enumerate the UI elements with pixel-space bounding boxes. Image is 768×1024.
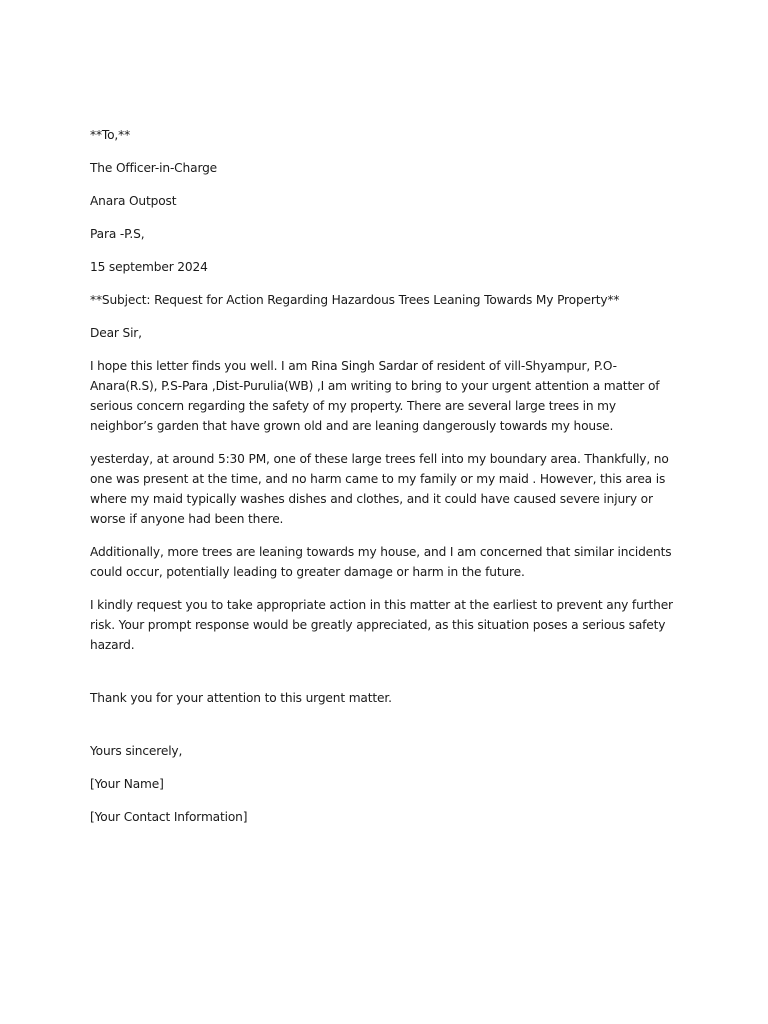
letter-subject: **Subject: Request for Action Regarding Hazardous Trees Leaning Towards My Property** [90, 293, 620, 307]
name-placeholder: [Your Name] [90, 777, 164, 791]
letter-date: 15 september 2024 [90, 260, 208, 274]
body-paragraph-4: I kindly request you to take appropriate action in this matter at the earliest to prevent any further risk. Your prompt response would be greatly appreciated, as this situation poses a serious safety hazard. [90, 598, 673, 652]
body-paragraph-3: Additionally, more trees are leaning towards my house, and I am concerned that similar incidents could occur, potentially leading to greater damage or harm in the future. [90, 545, 672, 579]
recipient-station: Para -P.S, [90, 227, 145, 241]
thanks-line: Thank you for your attention to this urgent matter. [90, 691, 392, 705]
to-header: **To,** [90, 128, 131, 142]
closing-line: Yours sincerely, [90, 744, 183, 758]
letter-body [90, 125, 680, 840]
body-paragraph-2: yesterday, at around 5:30 PM, one of these large trees fell into my boundary area. Thankfully, no one was present at the time, and no harm came to my family or my maid . However, this area is where my maid typically washes dishes and clothes, and it could have caused severe injury or worse if anyone had been there. [90, 452, 669, 526]
recipient-title: The Officer-in-Charge [90, 161, 218, 175]
salutation: Dear Sir, [90, 326, 142, 340]
body-paragraph-1: I hope this letter finds you well. I am Rina Singh Sardar of resident of vill-Shyampur, P.O-Anara(R.S), P.S-Para ,Dist-Purulia(WB) ,I am writing to bring to your urgent attention a matter of serious concern regarding the safety of my property. There are several large trees in my neighbor’s garden that have grown old and are leaning dangerously towards my house. [90, 359, 660, 433]
contact-placeholder: [Your Contact Information] [90, 810, 248, 824]
recipient-office: Anara Outpost [90, 194, 177, 208]
